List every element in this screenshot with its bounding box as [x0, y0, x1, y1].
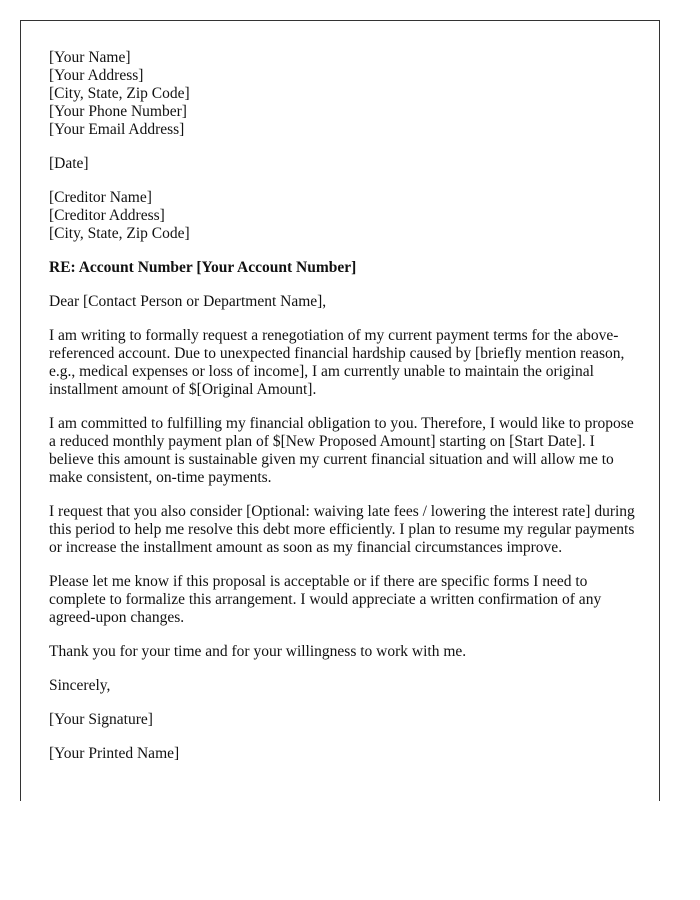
body-paragraph-5: Thank you for your time and for your willingness to work with me. — [49, 643, 467, 660]
subject-line: RE: Account Number [Your Account Number] — [49, 259, 357, 276]
sender-city-state-zip: [City, State, Zip Code] — [49, 85, 190, 102]
valediction: Sincerely, — [49, 677, 111, 694]
letter-content — [49, 49, 639, 779]
printed-name: [Your Printed Name] — [49, 745, 180, 762]
sender-phone: [Your Phone Number] — [49, 103, 187, 120]
sender-name: [Your Name] — [49, 49, 131, 66]
recipient-address: [Creditor Address] — [49, 207, 165, 224]
sender-email: [Your Email Address] — [49, 121, 185, 138]
recipient-city-state-zip: [City, State, Zip Code] — [49, 225, 190, 242]
body-paragraph-1: I am writing to formally request a renegotiation of my current payment terms for the above-referenced account. Due to unexpected financial hardship caused by [briefly mention reason, e.g., medical expenses or loss of income], I am currently unable to maintain the original installment amount of $[Original Amount]. — [49, 327, 625, 398]
body-paragraph-2: I am committed to fulfilling my financial obligation to you. Therefore, I would like to propose a reduced monthly payment plan of $[New Proposed Amount] starting on [Start Date]. I believe this amount is sustainable given my current financial situation and will allow me to make consistent, on-time payments. — [49, 415, 634, 486]
letter-page — [20, 20, 660, 801]
letter-date: [Date] — [49, 155, 89, 172]
signature-placeholder: [Your Signature] — [49, 711, 153, 728]
date-block — [49, 155, 639, 173]
body-paragraph-4: Please let me know if this proposal is acceptable or if there are specific forms I need to complete to formalize this arrangement. I would appreciate a written confirmation of any agreed-upon changes. — [49, 573, 602, 626]
body-paragraph-3: I request that you also consider [Optional: waiving late fees / lowering the interest rate] during this period to help me resolve this debt more efficiently. I plan to resume my regular payments or increase the installment amount as soon as my financial circumstances improve. — [49, 503, 635, 556]
sender-address: [Your Address] — [49, 67, 144, 84]
recipient-name: [Creditor Name] — [49, 189, 152, 206]
recipient-address-block — [49, 189, 639, 243]
sender-address-block — [49, 49, 639, 139]
salutation: Dear [Contact Person or Department Name], — [49, 293, 327, 310]
